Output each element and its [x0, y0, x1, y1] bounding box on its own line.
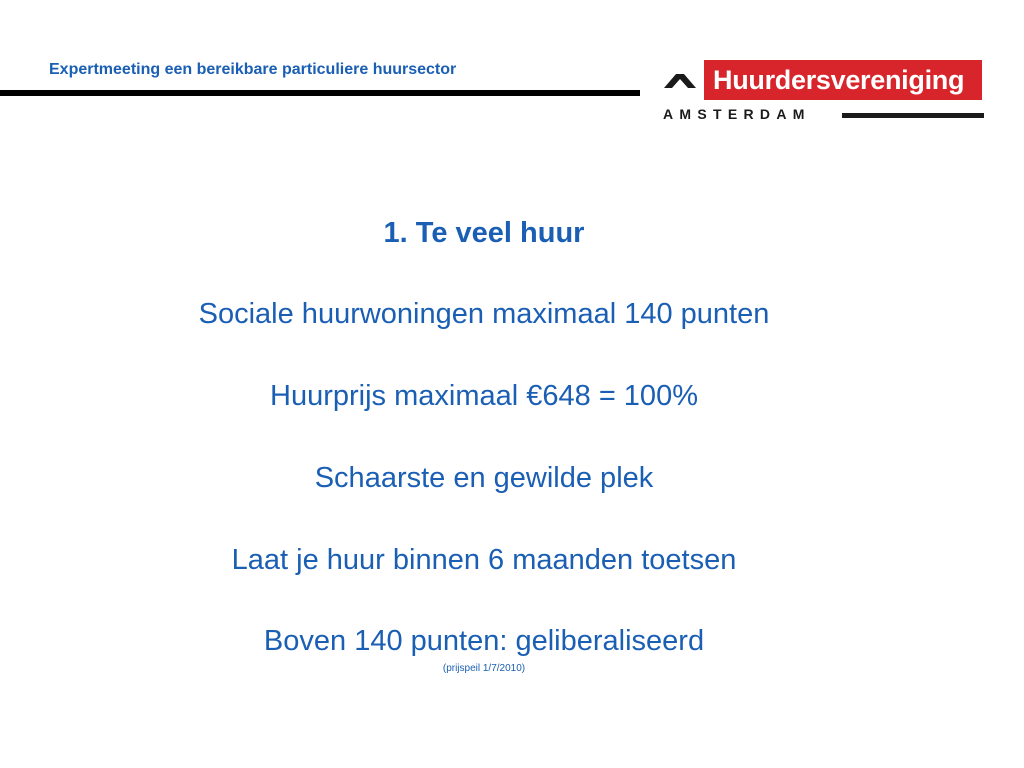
header-title: Expertmeeting een bereikbare particuliere huursector [49, 61, 457, 78]
slide-heading: 1. Te veel huur [383, 217, 585, 249]
chevron-up-icon [662, 68, 698, 92]
slide-line-2: Huurprijs maximaal €648 = 100% [270, 380, 698, 412]
logo-subtitle: AMSTERDAM [663, 106, 811, 122]
slide-line-4: Laat je huur binnen 6 maanden toetsen [231, 544, 737, 576]
price-level-note: (prijspeil 1/7/2010) [442, 663, 526, 674]
slide-line-3: Schaarste en gewilde plek [314, 462, 654, 494]
slide-line-5: Boven 140 punten: geliberaliseerd [263, 625, 705, 657]
logo-underline [842, 113, 984, 118]
slide-line-1: Sociale huurwoningen maximaal 140 punten [198, 298, 770, 330]
organization-logo [662, 58, 984, 124]
logo-name: Huurdersvereniging [704, 60, 982, 100]
header-divider [0, 90, 640, 96]
